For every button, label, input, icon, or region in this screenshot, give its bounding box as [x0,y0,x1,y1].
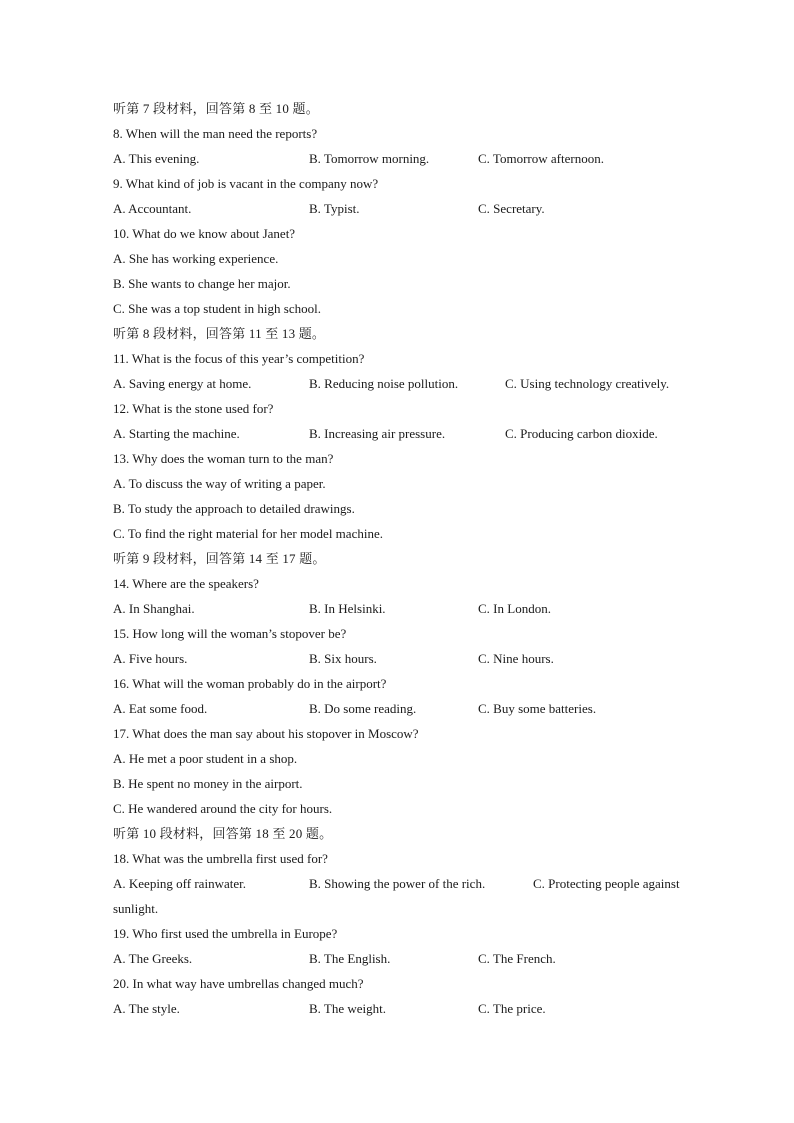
section-heading-8: 听第 8 段材料，回答第 11 至 13 题。 [113,326,326,341]
option-b: B. The English. [309,951,391,966]
question-8-stem: 8. When will the man need the reports? [113,126,318,141]
question-17-stem: 17. What does the man say about his stopover in Moscow? [113,726,419,741]
option-b: B. The weight. [309,1001,387,1016]
section-heading-7: 听第 7 段材料，回答第 8 至 10 题。 [113,101,319,116]
question-11-stem: 11. What is the focus of this year’s competition? [113,351,365,366]
option-c: C. He wandered around the city for hours. [113,801,333,816]
option-c: C. Using technology creatively. [505,376,670,391]
section-heading-10: 听第 10 段材料，回答第 18 至 20 题。 [113,826,333,841]
option-a: A. The style. [113,1001,180,1016]
option-a: A. Keeping off rainwater. [113,876,246,891]
question-9-options [113,196,703,221]
option-c: C. Secretary. [478,201,545,216]
option-a: A. This evening. [113,151,200,166]
question-12-options [113,421,703,446]
option-b: B. Showing the power of the rich. [309,876,486,891]
option-c-continuation: sunlight. [113,901,159,916]
option-a: A. Saving energy at home. [113,376,252,391]
listening-section [113,96,703,1021]
question-10-stem: 10. What do we know about Janet? [113,226,296,241]
option-a: A. Accountant. [113,201,192,216]
option-a: A. In Shanghai. [113,601,195,616]
question-16-options [113,696,703,721]
option-a: A. The Greeks. [113,951,193,966]
option-c: C. To find the right material for her model machine. [113,526,383,541]
option-b: B. Do some reading. [309,701,417,716]
option-c: C. Buy some batteries. [478,701,597,716]
question-15-options [113,646,703,671]
question-14-stem: 14. Where are the speakers? [113,576,259,591]
question-18-options [113,871,703,896]
question-15-stem: 15. How long will the woman’s stopover be? [113,626,347,641]
question-14-options [113,596,703,621]
option-a: A. Eat some food. [113,701,208,716]
option-a: A. Five hours. [113,651,188,666]
question-19-options [113,946,703,971]
option-b: B. To study the approach to detailed drawings. [113,501,355,516]
question-13-stem: 13. Why does the woman turn to the man? [113,451,334,466]
option-b: B. Reducing noise pollution. [309,376,459,391]
option-a: A. To discuss the way of writing a paper. [113,476,326,491]
section-heading-9: 听第 9 段材料，回答第 14 至 17 题。 [113,551,326,566]
option-c: C. Producing carbon dioxide. [505,426,658,441]
option-c: C. She was a top student in high school. [113,301,321,316]
option-c: C. Tomorrow afternoon. [478,151,604,166]
question-11-options [113,371,703,396]
option-c: C. Nine hours. [478,651,554,666]
question-9-stem: 9. What kind of job is vacant in the company now? [113,176,379,191]
option-c: C. In London. [478,601,551,616]
option-c: C. The price. [478,1001,546,1016]
option-a: A. She has working experience. [113,251,279,266]
question-20-stem: 20. In what way have umbrellas changed much? [113,976,364,991]
question-19-stem: 19. Who first used the umbrella in Europe? [113,926,338,941]
option-c: C. Protecting people against [533,876,680,891]
option-b: B. Tomorrow morning. [309,151,430,166]
option-b: B. In Helsinki. [309,601,386,616]
option-c: C. The French. [478,951,556,966]
option-b: B. Typist. [309,201,360,216]
option-a: A. He met a poor student in a shop. [113,751,298,766]
option-b: B. She wants to change her major. [113,276,291,291]
question-18-stem: 18. What was the umbrella first used for? [113,851,328,866]
option-b: B. Increasing air pressure. [309,426,446,441]
question-8-options [113,146,703,171]
question-20-options [113,996,703,1021]
option-b: B. He spent no money in the airport. [113,776,303,791]
question-16-stem: 16. What will the woman probably do in the airport? [113,676,387,691]
question-12-stem: 12. What is the stone used for? [113,401,274,416]
option-a: A. Starting the machine. [113,426,240,441]
option-b: B. Six hours. [309,651,377,666]
